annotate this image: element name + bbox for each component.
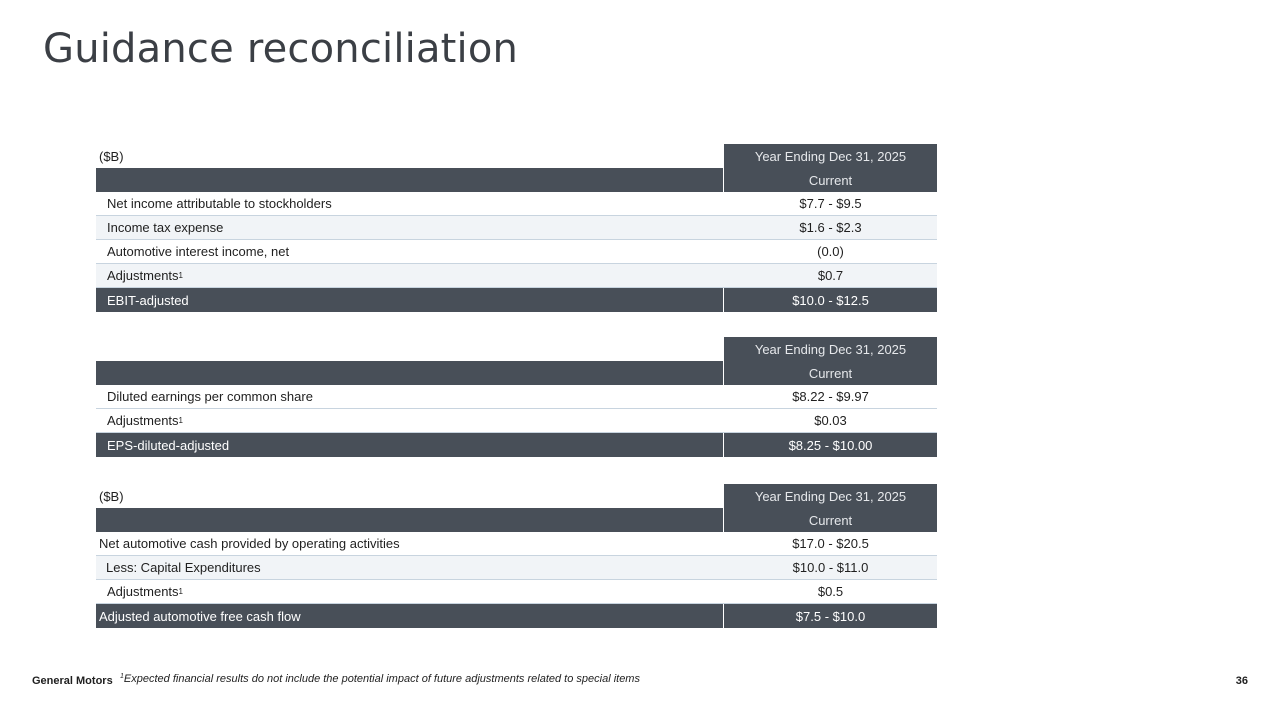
footer-brand: General Motors: [32, 675, 113, 687]
footnote-marker: 1: [178, 271, 183, 280]
ebit-reconciliation-table: [96, 144, 937, 312]
table-row: [96, 409, 937, 433]
row-value: $17.0 - $20.5: [792, 536, 869, 551]
row-label: Net automotive cash provided by operating activities: [99, 536, 400, 551]
footnote-marker: 1: [178, 416, 183, 425]
row-value: $1.6 - $2.3: [799, 220, 862, 235]
total-value: $10.0 - $12.5: [724, 288, 937, 312]
period-header: Year Ending Dec 31, 2025: [724, 484, 937, 508]
table-header-row: [96, 484, 937, 508]
row-label: Adjustments 1: [107, 413, 183, 428]
unit-label: ($B): [99, 148, 124, 164]
row-label: Net income attributable to stockholders: [107, 196, 332, 211]
table-total-row: [96, 288, 937, 312]
scenario-header: Current: [724, 361, 937, 385]
row-label: Income tax expense: [107, 220, 224, 235]
row-label: Adjustments 1: [107, 268, 183, 283]
table-subheader-row: [96, 168, 937, 192]
table-row: [96, 532, 937, 556]
table-total-row: [96, 604, 937, 628]
footnote-marker: 1: [178, 587, 183, 596]
total-value: $7.5 - $10.0: [724, 604, 937, 628]
table-row: [96, 556, 937, 580]
table-subheader-row: [96, 508, 937, 532]
row-value: $8.22 - $9.97: [792, 389, 869, 404]
row-label: Automotive interest income, net: [107, 244, 290, 259]
page-number: 36: [1235, 675, 1248, 687]
row-value: $7.7 - $9.5: [799, 196, 862, 211]
table-subheader-row: [96, 361, 937, 385]
footnote-marker: 1: [120, 673, 124, 680]
row-value: $0.7: [817, 268, 844, 283]
total-label: Adjusted automotive free cash flow: [96, 604, 723, 628]
table-row: [96, 216, 937, 240]
table-row: [96, 192, 937, 216]
eps-reconciliation-table: [96, 337, 937, 457]
footnote: $^1$Expected financial results do not include the potential impact of future adjustments related to special items: [120, 673, 640, 685]
table-row: [96, 580, 937, 604]
row-value: $0.5: [817, 584, 844, 599]
row-label: Diluted earnings per common share: [107, 389, 313, 404]
unit-label: ($B): [99, 488, 124, 504]
period-header: Year Ending Dec 31, 2025: [724, 337, 937, 361]
period-header: Year Ending Dec 31, 2025: [724, 144, 937, 168]
table-total-row: [96, 433, 937, 457]
total-value: $8.25 - $10.00: [724, 433, 937, 457]
row-value: $0.03: [814, 413, 847, 428]
fcf-reconciliation-table: [96, 484, 937, 628]
row-label: Adjustments 1: [107, 584, 183, 599]
row-value: (0.0): [817, 244, 844, 259]
total-label: EBIT-adjusted: [96, 288, 723, 312]
row-value: $10.0 - $11.0: [792, 560, 869, 575]
table-row: [96, 240, 937, 264]
table-row: [96, 264, 937, 288]
table-row: [96, 385, 937, 409]
row-label: Less: Capital Expenditures: [106, 560, 261, 575]
scenario-header: Current: [724, 508, 937, 532]
total-label: EPS-diluted-adjusted: [96, 433, 723, 457]
table-header-row: [96, 144, 937, 168]
page-title: Guidance reconciliation: [43, 26, 519, 72]
table-header-row: [96, 337, 937, 361]
scenario-header: Current: [724, 168, 937, 192]
